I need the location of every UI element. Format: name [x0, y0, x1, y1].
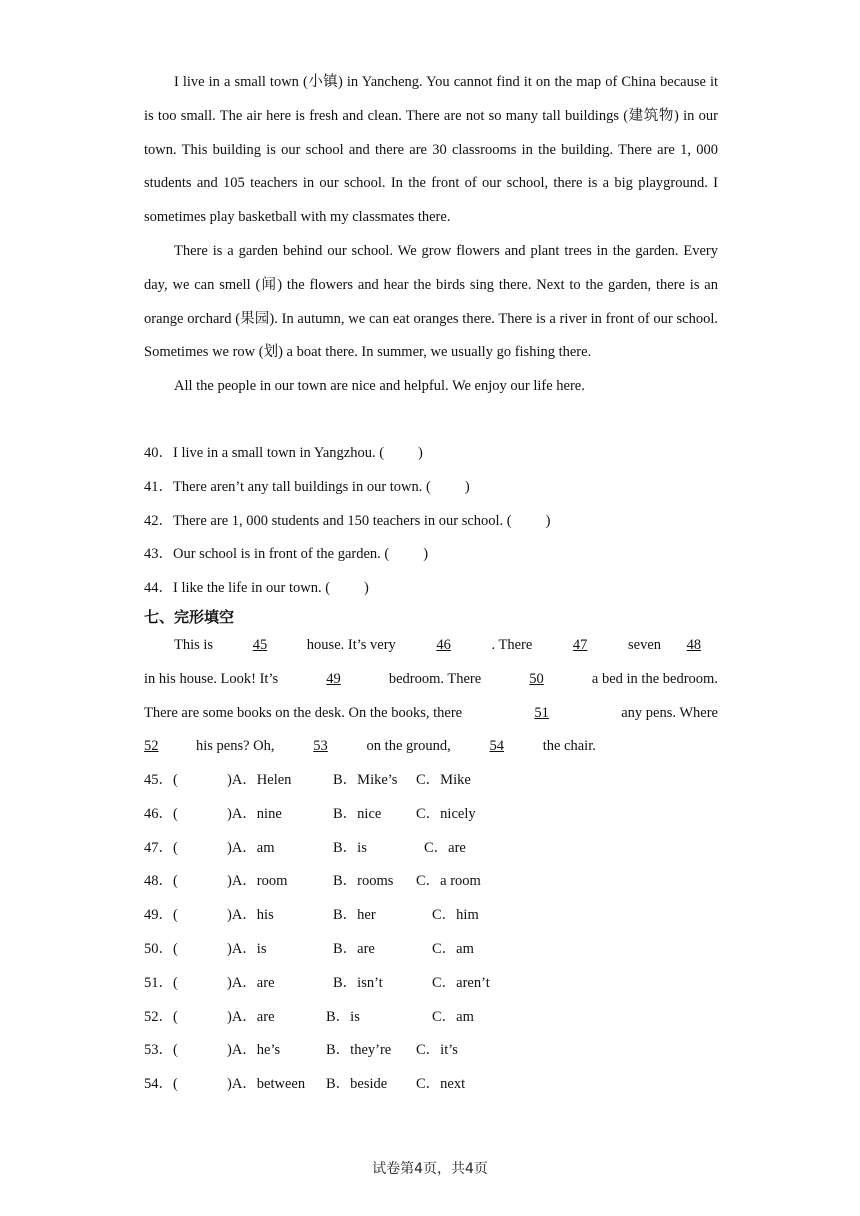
reading-passage: [144, 66, 718, 404]
question-44: [144, 572, 718, 606]
cloze-options: [144, 764, 718, 1102]
option-row-53: [144, 1034, 718, 1068]
cloze-text: a bed in the bedroom.: [591, 670, 718, 687]
option-c[interactable]: C．are: [424, 839, 466, 856]
cloze-blank-53[interactable]: 53: [313, 738, 328, 755]
option-number: 50．(: [144, 940, 178, 957]
option-c[interactable]: C．aren’t: [432, 974, 490, 991]
option-row-45: [144, 764, 718, 798]
question-43: [144, 538, 718, 572]
option-number: 52．(: [144, 1008, 178, 1025]
true-false-questions: [144, 437, 718, 606]
option-a[interactable]: )A．are: [227, 1008, 275, 1025]
cloze-text: the chair.: [542, 738, 596, 755]
cloze-passage: [144, 629, 718, 764]
option-b[interactable]: B．is: [333, 839, 367, 856]
section-title: 七、完形填空: [144, 608, 235, 626]
option-b[interactable]: B．nice: [333, 805, 382, 822]
option-b[interactable]: B．they’re: [326, 1042, 392, 1059]
option-a[interactable]: )A．is: [227, 940, 267, 957]
option-a[interactable]: )A．Helen: [227, 772, 292, 788]
option-c[interactable]: C．nicely: [416, 805, 476, 822]
option-row-52: [144, 1001, 718, 1035]
cloze-blank-54[interactable]: 54: [489, 738, 504, 755]
cloze-text: bedroom. There: [388, 670, 482, 687]
option-number: 46．(: [144, 805, 178, 822]
question-number: 44．: [144, 580, 173, 597]
question-text: There are 1, 000 students and 150 teachers in our school. (: [173, 512, 512, 529]
cloze-blank-48[interactable]: 48: [686, 637, 702, 653]
cloze-text: seven: [628, 637, 662, 653]
option-c[interactable]: C．next: [416, 1076, 466, 1093]
option-row-51: [144, 967, 718, 1001]
option-a[interactable]: )A．are: [227, 974, 275, 991]
cloze-blank-46[interactable]: 46: [436, 637, 451, 653]
cloze-text: any pens. Where: [621, 704, 718, 721]
option-a[interactable]: )A．his: [227, 907, 274, 924]
option-b[interactable]: B．rooms: [333, 873, 394, 890]
option-c[interactable]: C．Mike: [416, 772, 471, 788]
option-b[interactable]: B．Mike’s: [333, 772, 398, 788]
option-row-48: [144, 865, 718, 899]
question-close-paren: ): [364, 580, 369, 597]
option-c[interactable]: C．am: [432, 1008, 474, 1025]
question-number: 41．: [144, 478, 173, 495]
option-c[interactable]: C．him: [432, 907, 479, 924]
question-close-paren: ): [418, 445, 423, 461]
cloze-text: . There: [491, 637, 533, 653]
cloze-blank-47[interactable]: 47: [572, 637, 588, 653]
option-b[interactable]: B．are: [333, 940, 375, 957]
cloze-blank-49[interactable]: 49: [326, 670, 341, 687]
option-a[interactable]: )A．nine: [227, 805, 282, 822]
option-c[interactable]: C．am: [432, 940, 474, 957]
option-a[interactable]: )A．between: [227, 1076, 306, 1093]
option-b[interactable]: B．beside: [326, 1076, 388, 1093]
cloze-text: on the ground,: [366, 738, 451, 755]
option-b[interactable]: B．isn’t: [333, 974, 383, 991]
cloze-line-4: [144, 730, 718, 764]
option-number: 51．(: [144, 974, 178, 991]
option-c[interactable]: C．a room: [416, 873, 481, 890]
question-text: I live in a small town in Yangzhou. (: [173, 445, 385, 461]
page-footer: 试卷第4页，共4页: [372, 1161, 488, 1177]
question-close-paren: ): [423, 546, 429, 563]
cloze-line-2: [144, 663, 718, 697]
option-number: 49．(: [144, 907, 178, 924]
cloze-line-1: [144, 629, 718, 663]
question-text: I like the life in our town. (: [173, 580, 331, 597]
option-a[interactable]: )A．am: [227, 839, 275, 856]
option-b[interactable]: B．is: [326, 1008, 360, 1025]
cloze-text: house. It’s very: [306, 637, 396, 653]
question-number: 43．: [144, 546, 173, 563]
option-number: 48．(: [144, 873, 178, 890]
option-b[interactable]: B．her: [333, 907, 376, 924]
option-row-50: [144, 933, 718, 967]
cloze-line-3: [144, 697, 718, 731]
cloze-text: his pens? Oh,: [196, 738, 275, 755]
option-number: 45．(: [144, 772, 178, 788]
question-close-paren: ): [464, 478, 470, 495]
option-row-49: [144, 899, 718, 933]
question-42: [144, 505, 718, 539]
question-text: There aren’t any tall buildings in our town. (: [173, 478, 431, 495]
option-row-47: [144, 832, 718, 866]
passage-paragraph-3: All the people in our town are nice and helpful. We enjoy our life here.: [174, 378, 585, 395]
cloze-text: in his house. Look! It’s: [144, 670, 279, 687]
option-number: 53．(: [144, 1042, 178, 1059]
cloze-text: This is: [174, 637, 214, 653]
question-text: Our school is in front of the garden. (: [173, 546, 390, 563]
question-close-paren: ): [545, 512, 551, 529]
option-row-46: [144, 798, 718, 832]
cloze-blank-50[interactable]: 50: [529, 670, 544, 687]
cloze-blank-52[interactable]: 52: [144, 738, 159, 755]
cloze-text: There are some books on the desk. On the books, there: [144, 704, 463, 721]
question-40: [144, 437, 718, 471]
option-a[interactable]: )A．he’s: [227, 1042, 281, 1059]
option-number: 54．(: [144, 1076, 178, 1093]
option-number: 47．(: [144, 839, 178, 856]
cloze-blank-45[interactable]: 45: [252, 637, 268, 653]
cloze-blank-51[interactable]: 51: [534, 704, 549, 721]
option-row-54: [144, 1068, 718, 1102]
passage-paragraph-2: There is a garden behind our school. We grow flowers and plant trees in the garden. Every day, we can smell (闻) the flowers and hear the birds sing there. Next to the garden, there is an orange orchard (果园). In autumn, we can eat oranges there. There is a river in front of our school. Sometimes we row (划) a boat there. In summer, we usually go fishing there.: [144, 242, 718, 361]
passage-paragraph-1: I live in a small town (小镇) in Yancheng. You cannot find it on the map of China because it is too small. The air here is fresh and clean. There are not so many tall buildings (建筑物) in our town. This building is our school and there are 30 classrooms in the building. There are 1, 000 students and 105 teachers in our school. In the front of our school, there is a big playground. I sometimes play basketball with my classmates there.: [144, 74, 718, 226]
option-c[interactable]: C．it’s: [416, 1042, 458, 1059]
option-a[interactable]: )A．room: [227, 873, 288, 890]
question-number: 42．: [144, 512, 173, 529]
question-number: 40．: [144, 445, 173, 461]
question-41: [144, 471, 718, 505]
